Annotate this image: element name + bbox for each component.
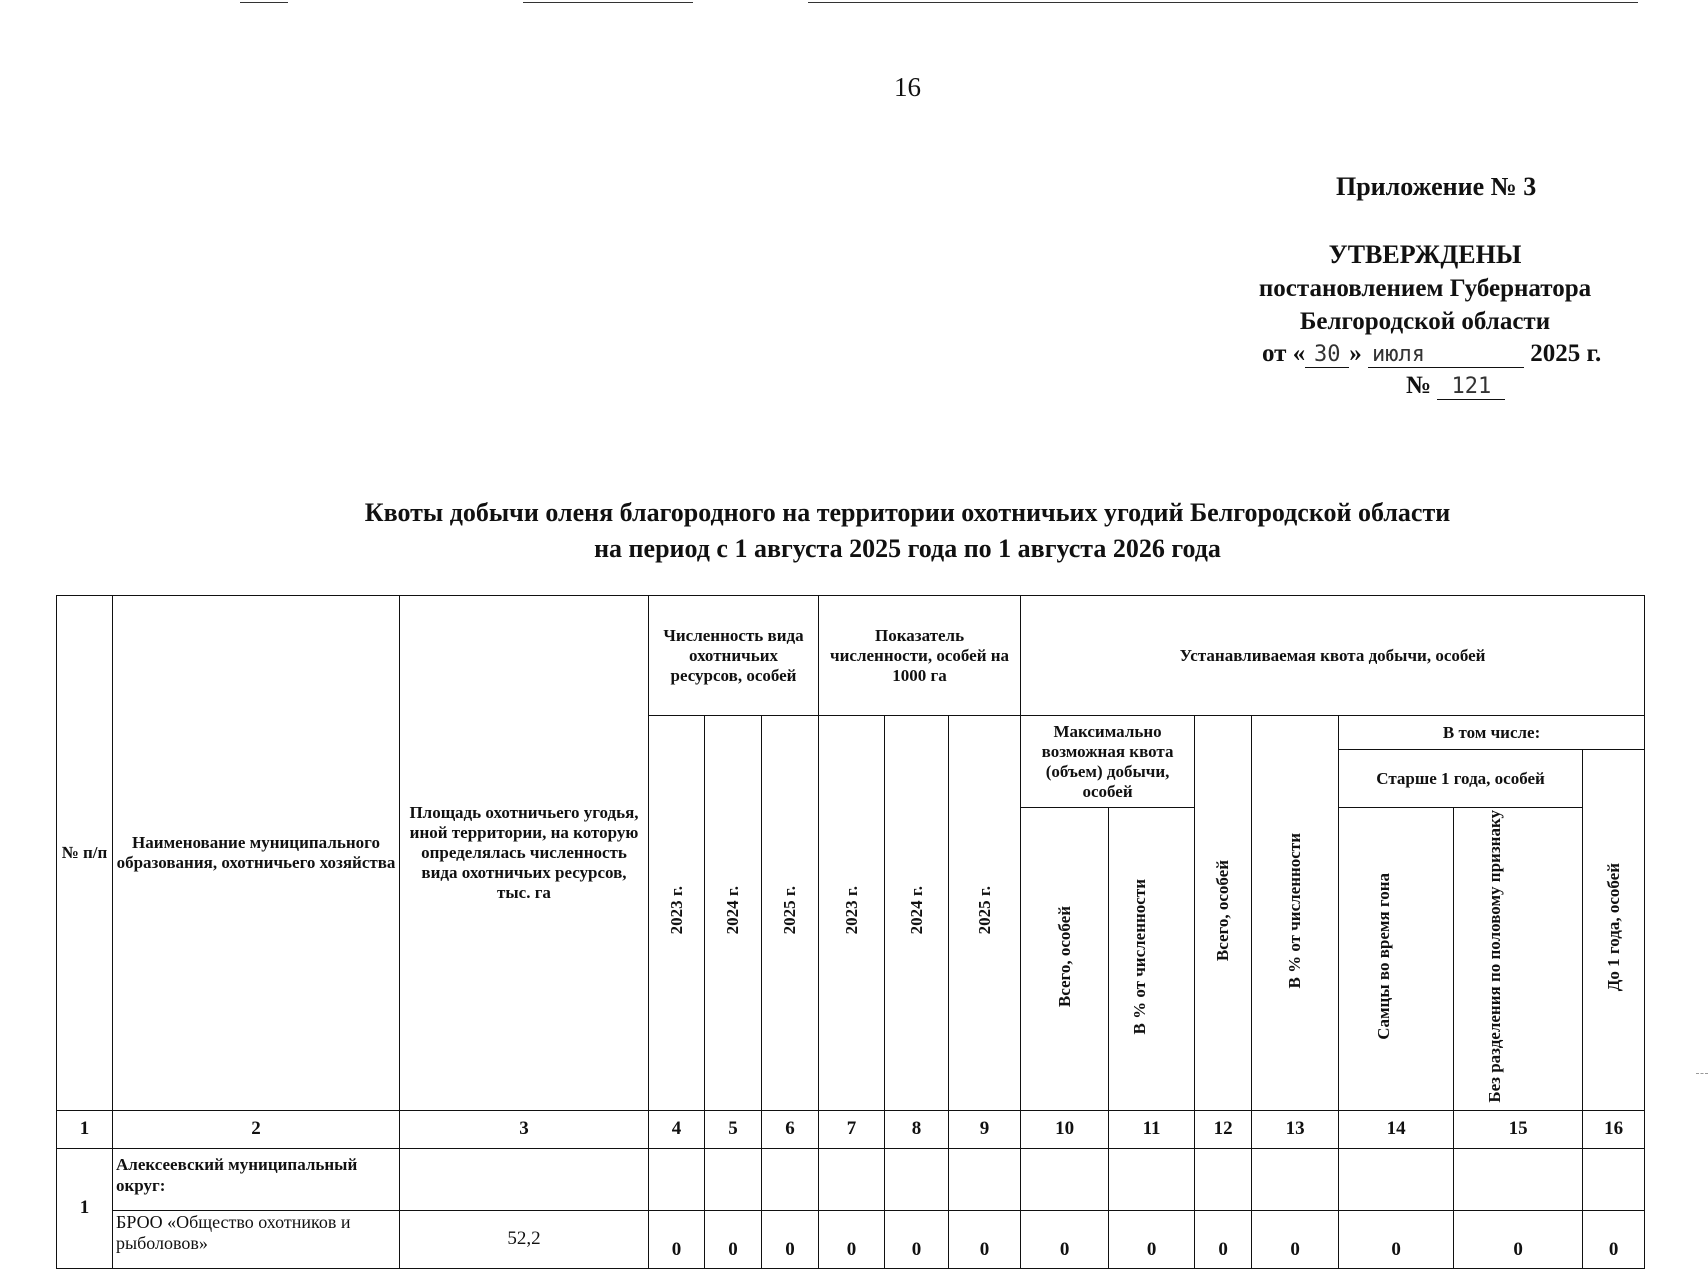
column-number: 9 bbox=[949, 1110, 1021, 1148]
scan-line-1 bbox=[240, 2, 288, 3]
column-number: 11 bbox=[1109, 1110, 1195, 1148]
empty-cell bbox=[705, 1148, 762, 1210]
table-row bbox=[57, 1210, 1645, 1268]
approved-region: Белгородской области bbox=[1299, 308, 1551, 335]
header-males: Самцы во время гона bbox=[1339, 808, 1454, 1111]
empty-cell bbox=[1339, 1148, 1454, 1210]
column-number: 1 bbox=[57, 1110, 113, 1148]
header-count-2025: 2025 г. bbox=[762, 716, 819, 1111]
column-number: 6 bbox=[762, 1110, 819, 1148]
document-title bbox=[0, 495, 1708, 567]
empty-cell bbox=[1583, 1148, 1645, 1210]
column-numbers-row bbox=[57, 1110, 1645, 1148]
date-year: 2025 г. bbox=[1530, 340, 1602, 367]
empty-cell bbox=[1109, 1148, 1195, 1210]
column-number: 4 bbox=[649, 1110, 705, 1148]
column-number: 13 bbox=[1252, 1110, 1339, 1148]
table-row bbox=[57, 1148, 1645, 1210]
header-area: Площадь охотничьего угодья, иной территории, на которую определялась численность вида охотничьих ресурсов, тыс. га bbox=[400, 596, 649, 1111]
scan-edge-mark bbox=[1696, 1073, 1708, 1074]
value-cell: 0 bbox=[705, 1210, 762, 1268]
empty-cell bbox=[949, 1148, 1021, 1210]
date-quote-close: » bbox=[1349, 340, 1362, 367]
header-older: Старше 1 года, особей bbox=[1339, 750, 1583, 808]
header-num: № п/п bbox=[57, 596, 113, 1111]
municipality-name: Алексеевский муниципальный округ: bbox=[113, 1148, 400, 1210]
area-cell: 52,2 bbox=[400, 1210, 649, 1268]
title-line-1: Квоты добычи оленя благородного на территории охотничьих угодий Белгородской области bbox=[364, 498, 1451, 527]
value-cell: 0 bbox=[949, 1210, 1021, 1268]
empty-cell bbox=[649, 1148, 705, 1210]
scan-line-2 bbox=[523, 2, 693, 3]
date-month: июля bbox=[1368, 342, 1524, 368]
value-cell: 0 bbox=[1454, 1210, 1583, 1268]
empty-cell bbox=[1195, 1148, 1252, 1210]
header-max-quota: Максимально возможная квота (объем) добычи, особей bbox=[1021, 716, 1195, 808]
value-cell: 0 bbox=[1339, 1210, 1454, 1268]
header-percent: В % от численности bbox=[1252, 716, 1339, 1111]
value-cell: 0 bbox=[1583, 1210, 1645, 1268]
header-quota-group: Устанавливаемая квота добычи, особей bbox=[1021, 596, 1645, 716]
approved-label: УТВЕРЖДЕНЫ bbox=[1328, 240, 1522, 269]
value-cell: 0 bbox=[762, 1210, 819, 1268]
column-number: 8 bbox=[885, 1110, 949, 1148]
header-count-group: Численность вида охотничьих ресурсов, особей bbox=[649, 596, 819, 716]
empty-cell bbox=[1021, 1148, 1109, 1210]
header-name: Наименование муниципального образования, охотничьего хозяйства bbox=[113, 596, 400, 1111]
approval-date bbox=[1262, 340, 1601, 368]
column-number: 5 bbox=[705, 1110, 762, 1148]
column-number: 3 bbox=[400, 1110, 649, 1148]
header-max-total: Всего, особей bbox=[1021, 808, 1109, 1111]
hunting-farm-name: БРОО «Общество охотников и рыболовов» bbox=[113, 1210, 400, 1268]
column-number: 14 bbox=[1339, 1110, 1454, 1148]
empty-cell bbox=[1252, 1148, 1339, 1210]
empty-cell bbox=[762, 1148, 819, 1210]
column-number: 7 bbox=[819, 1110, 885, 1148]
empty-cell bbox=[885, 1148, 949, 1210]
column-number: 16 bbox=[1583, 1110, 1645, 1148]
page-number: 16 bbox=[894, 72, 921, 102]
value-cell: 0 bbox=[885, 1210, 949, 1268]
header-total: Всего, особей bbox=[1195, 716, 1252, 1111]
header-density-2025: 2025 г. bbox=[949, 716, 1021, 1111]
value-cell: 0 bbox=[1109, 1210, 1195, 1268]
empty-cell bbox=[819, 1148, 885, 1210]
date-day: 30 bbox=[1305, 342, 1349, 368]
number-value: 121 bbox=[1437, 374, 1505, 400]
quota-table bbox=[56, 595, 1645, 1269]
empty-cell bbox=[400, 1148, 649, 1210]
value-cell: 0 bbox=[1195, 1210, 1252, 1268]
header-nosex: Без разделения по половому признаку bbox=[1454, 808, 1583, 1111]
header-max-percent: В % от численности bbox=[1109, 808, 1195, 1111]
row-index: 1 bbox=[57, 1148, 113, 1268]
date-prefix: от « bbox=[1262, 340, 1306, 367]
value-cell: 0 bbox=[819, 1210, 885, 1268]
column-number: 10 bbox=[1021, 1110, 1109, 1148]
header-density-2024: 2024 г. bbox=[885, 716, 949, 1111]
column-number: 15 bbox=[1454, 1110, 1583, 1148]
number-prefix: № bbox=[1406, 372, 1432, 399]
header-including: В том числе: bbox=[1339, 716, 1645, 750]
column-number: 12 bbox=[1195, 1110, 1252, 1148]
title-line-2: на период с 1 августа 2025 года по 1 августа 2026 года bbox=[594, 534, 1221, 563]
header-count-2023: 2023 г. bbox=[649, 716, 705, 1111]
scan-line-3 bbox=[808, 2, 1638, 3]
header-young: До 1 года, особей bbox=[1583, 750, 1645, 1111]
column-number: 2 bbox=[113, 1110, 400, 1148]
empty-cell bbox=[1454, 1148, 1583, 1210]
value-cell: 0 bbox=[1252, 1210, 1339, 1268]
table-body bbox=[57, 1110, 1645, 1268]
value-cell: 0 bbox=[1021, 1210, 1109, 1268]
header-density-group: Показатель численности, особей на 1000 га bbox=[819, 596, 1021, 716]
approved-by: постановлением Губернатора bbox=[1258, 275, 1592, 302]
value-cell: 0 bbox=[649, 1210, 705, 1268]
header-count-2024: 2024 г. bbox=[705, 716, 762, 1111]
approval-number bbox=[1406, 372, 1505, 400]
appendix-label: Приложение № 3 bbox=[1336, 172, 1537, 201]
header-density-2023: 2023 г. bbox=[819, 716, 885, 1111]
